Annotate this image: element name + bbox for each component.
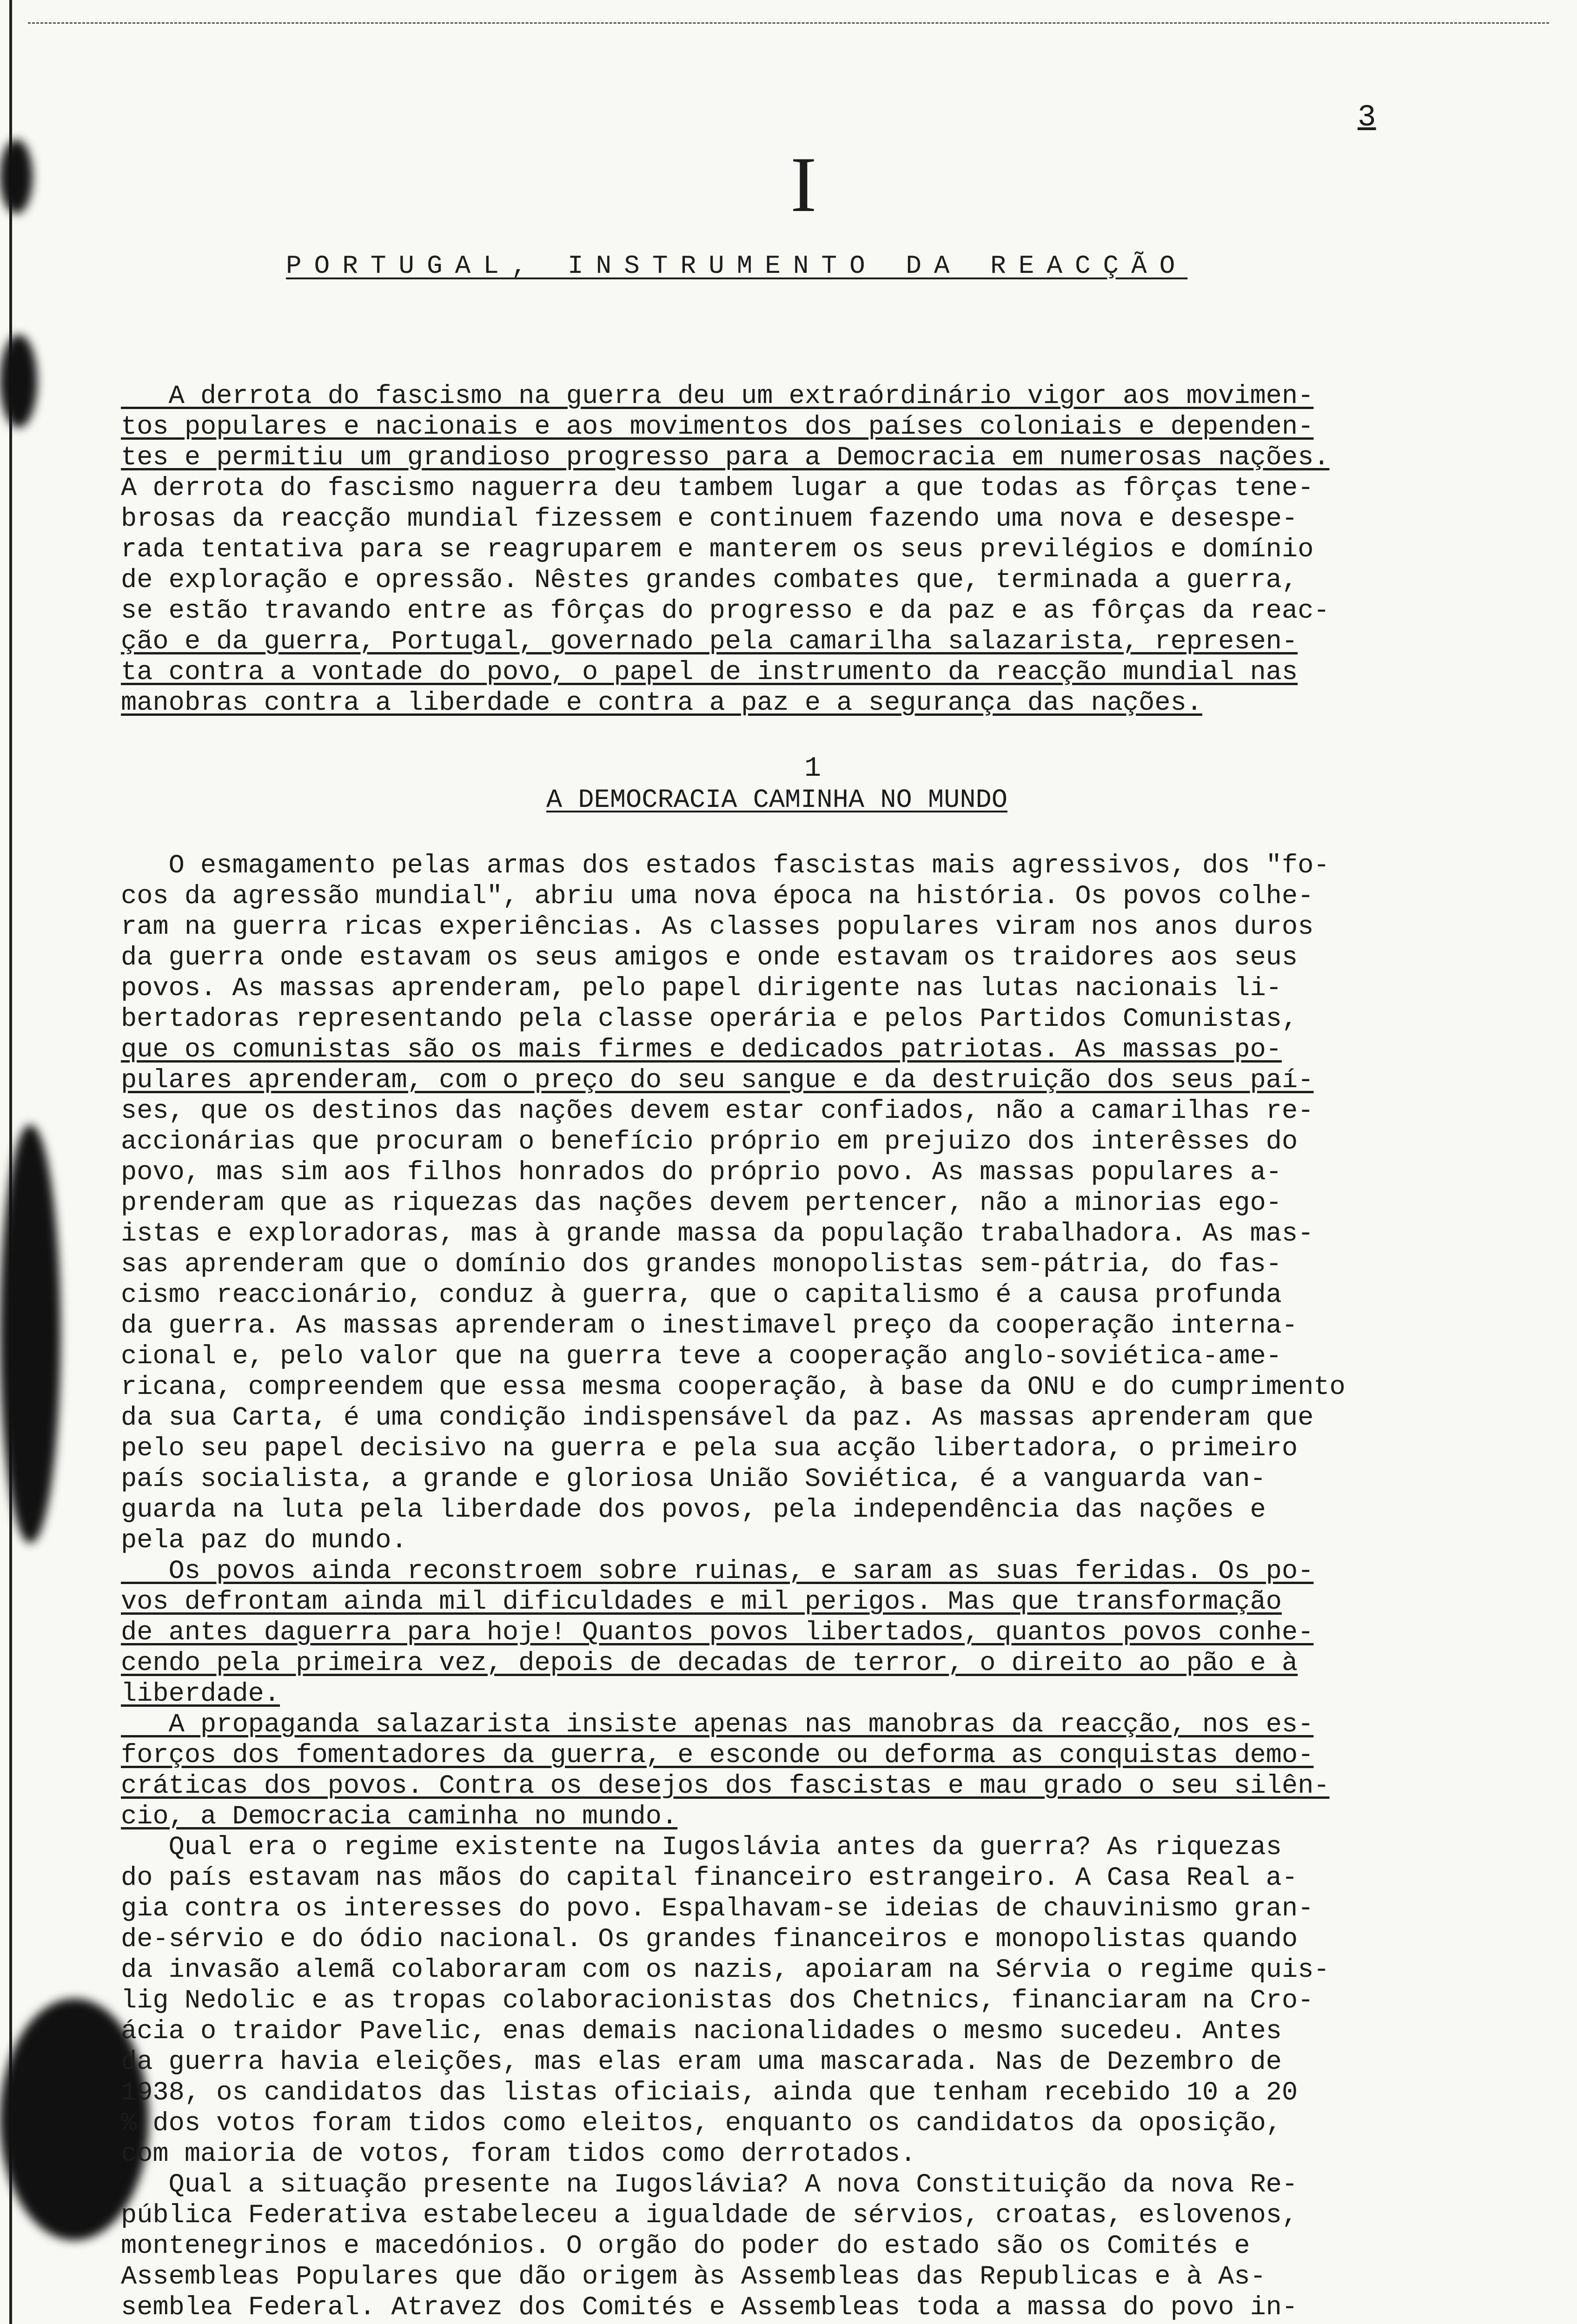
text-line: povo, mas sim aos filhos honrados do próprio povo. As massas populares a- [121,1158,1282,1188]
text-line: A derrota do fascismo na guerra deu um extraórdinário vigor aos movimen- [121,382,1314,411]
text-line: da guerra havia eleições, mas elas eram uma mascarada. Nas de Dezembro de [121,2047,1282,2077]
text-line: povos. As massas aprenderam, pelo papel dirigente nas lutas nacionais li- [121,974,1282,1004]
text-line: semblea Federal. Atravez dos Comités e Assembleas toda a massa do povo in- [121,2293,1298,2323]
text-line: pulares aprenderam, com o preço do seu sangue e da destruição dos seus paí- [121,1066,1314,1096]
text-line: que os comunistas são os mais firmes e dedicados patriotas. As massas po- [121,1035,1282,1065]
text-line: liberdade. [121,1679,280,1709]
text-line: do país estavam nas mãos do capital financeiro estrangeiro. A Casa Real a- [121,1863,1298,1893]
binding-stain [0,139,33,214]
text-line: de exploração e opressão. Nêstes grandes combates que, terminada a guerra, [121,566,1298,595]
text-line: da sua Carta, é uma condição indispensável da paz. As massas aprenderam que [121,1403,1314,1433]
text-line: cional e, pelo valor que na guerra teve a cooperação anglo-soviética-ame- [121,1342,1282,1372]
text-line: tes e permitiu um grandioso progresso para a Democracia em numerosas nações. [121,443,1330,473]
text-line: accionárias que procuram o benefício próprio em prejuizo dos interêsses do [121,1127,1298,1157]
text-line: manobras contra a liberdade e contra a paz e a segurança das nações. [121,688,1202,718]
text-line: ção e da guerra, Portugal, governado pela camarilha salazarista, represen- [121,627,1298,657]
text-line: ricana, compreendem que essa mesma cooperação, à base da ONU e do cumprimento [121,1373,1345,1402]
text-line: da guerra onde estavam os seus amigos e onde estavam os traidores aos seus [121,943,1298,973]
chapter-numeral: I [790,141,817,228]
text-line: istas e exploradoras, mas à grande massa da população trabalhadora. As mas- [121,1219,1314,1249]
binding-stain [0,1125,60,1543]
text-line: da invasão alemã colaboraram com os nazis, apoiaram na Sérvia o regime quis- [121,1955,1330,1985]
text-line: gia contra os interesses do povo. Espalhavam-se ideias de chauvinismo gran- [121,1894,1314,1924]
text-line: A propaganda salazarista insiste apenas nas manobras da reacção, nos es- [121,1710,1314,1740]
text-line: % dos votos foram tidos como eleitos, enquanto os candidatos da oposição, [121,2109,1282,2139]
text-line: país socialista, a grande e gloriosa União Soviética, é a vanguarda van- [121,1465,1266,1494]
text-line: da guerra. As massas aprenderam o inestimavel preço da cooperação interna- [121,1311,1298,1341]
text-line: forços dos fomentadores da guerra, e esconde ou deforma as conquistas demo- [121,1741,1314,1770]
text-line: Qual era o regime existente na Iugoslávia antes da guerra? As riquezas [121,1833,1282,1862]
chapter-title: PORTUGAL, INSTRUMENTO DA REACÇÃO [286,251,1188,281]
text-line: cráticas dos povos. Contra os desejos dos fascistas e mau grado o seu silên- [121,1771,1330,1801]
text-line: montenegrinos e macedónios. O orgão do poder do estado são os Comités e [121,2232,1250,2261]
text-line: de-sérvio e do ódio nacional. Os grandes financeiros e monopolistas quando [121,1925,1298,1954]
text-line: prenderam que as riquezas das nações devem pertencer, não a minorias ego- [121,1188,1282,1218]
text-line: cio, a Democracia caminha no mundo. [121,1802,678,1832]
text-line: tos populares e nacionais e aos movimentos dos países coloniais e dependen- [121,412,1314,442]
text-line: cos da agressão mundial", abriu uma nova época na história. Os povos colhe- [121,882,1314,911]
section-number: 1 [804,753,822,785]
text-line: pela paz do mundo. [121,1526,407,1556]
text-line: ram na guerra ricas experiências. As classes populares viram nos anos duros [121,912,1314,942]
text-line: guarda na luta pela liberdade dos povos, pela independência das nações e [121,1495,1266,1525]
text-line: bertadoras representando pela classe operária e pelos Partidos Comunistas, [121,1004,1298,1034]
text-line: vos defrontam ainda mil dificuldades e mil perigos. Mas que transformação [121,1587,1282,1617]
text-line: Assembleas Populares que dão origem às Assembleas das Republicas e à As- [121,2262,1266,2292]
text-line: pública Federativa estabeleceu a igualdade de sérvios, croatas, eslovenos, [121,2201,1298,2231]
section-title: A DEMOCRACIA CAMINHA NO MUNDO [546,786,1007,815]
body-text [121,851,1492,2323]
binding-stain [0,335,37,428]
text-line: 1938, os candidatos das listas oficiais, ainda que tenham recebido 10 a 20 [121,2078,1298,2108]
text-line: A derrota do fascismo naguerra deu tambem lugar a que todas as fôrças tene- [121,474,1314,503]
text-line: se estão travando entre as fôrças do progresso e da paz e as fôrças da reac- [121,596,1330,626]
text-line: cismo reaccionário, conduz à guerra, que o capitalismo é a causa profunda [121,1281,1282,1310]
text-line: ácia o traidor Pavelic, enas demais nacionalidades o mesmo sucedeu. Antes [121,2017,1282,2047]
page-number: 3 [1358,100,1376,135]
text-line: ta contra a vontade do povo, o papel de instrumento da reacção mundial nas [121,658,1298,687]
text-line: lig Nedolic e as tropas colaboracionistas dos Chetnics, financiaram na Cro- [121,1986,1314,2016]
text-line: rada tentativa para se reagruparem e manterem os seus previlégios e domínio [121,535,1314,565]
text-line: Qual a situação presente na Iugoslávia? A nova Constituição da nova Re- [121,2170,1298,2200]
text-line: pelo seu papel decisivo na guerra e pela sua acção libertadora, o primeiro [121,1434,1298,1464]
text-line: Os povos ainda reconstroem sobre ruinas, e saram as suas feridas. Os po- [121,1557,1314,1586]
text-line: sas aprenderam que o domínio dos grandes monopolistas sem-pátria, do fas- [121,1250,1282,1280]
top-edge-noise [28,22,1549,24]
text-line: O esmagamento pelas armas dos estados fascistas mais agressivos, dos "fo- [121,851,1330,881]
text-line: ses, que os destinos das nações devem estar confiados, não a camarilhas re- [121,1096,1314,1126]
text-line: brosas da reacção mundial fizessem e continuem fazendo uma nova e desespe- [121,504,1298,534]
text-line: cendo pela primeira vez, depois de decadas de terror, o direito ao pão e à [121,1649,1298,1678]
text-line: com maioria de votos, foram tidos como derrotados. [121,2139,916,2169]
intro-paragraph [121,381,1492,719]
text-line: de antes daguerra para hoje! Quantos povos libertados, quantos povos conhe- [121,1618,1314,1648]
